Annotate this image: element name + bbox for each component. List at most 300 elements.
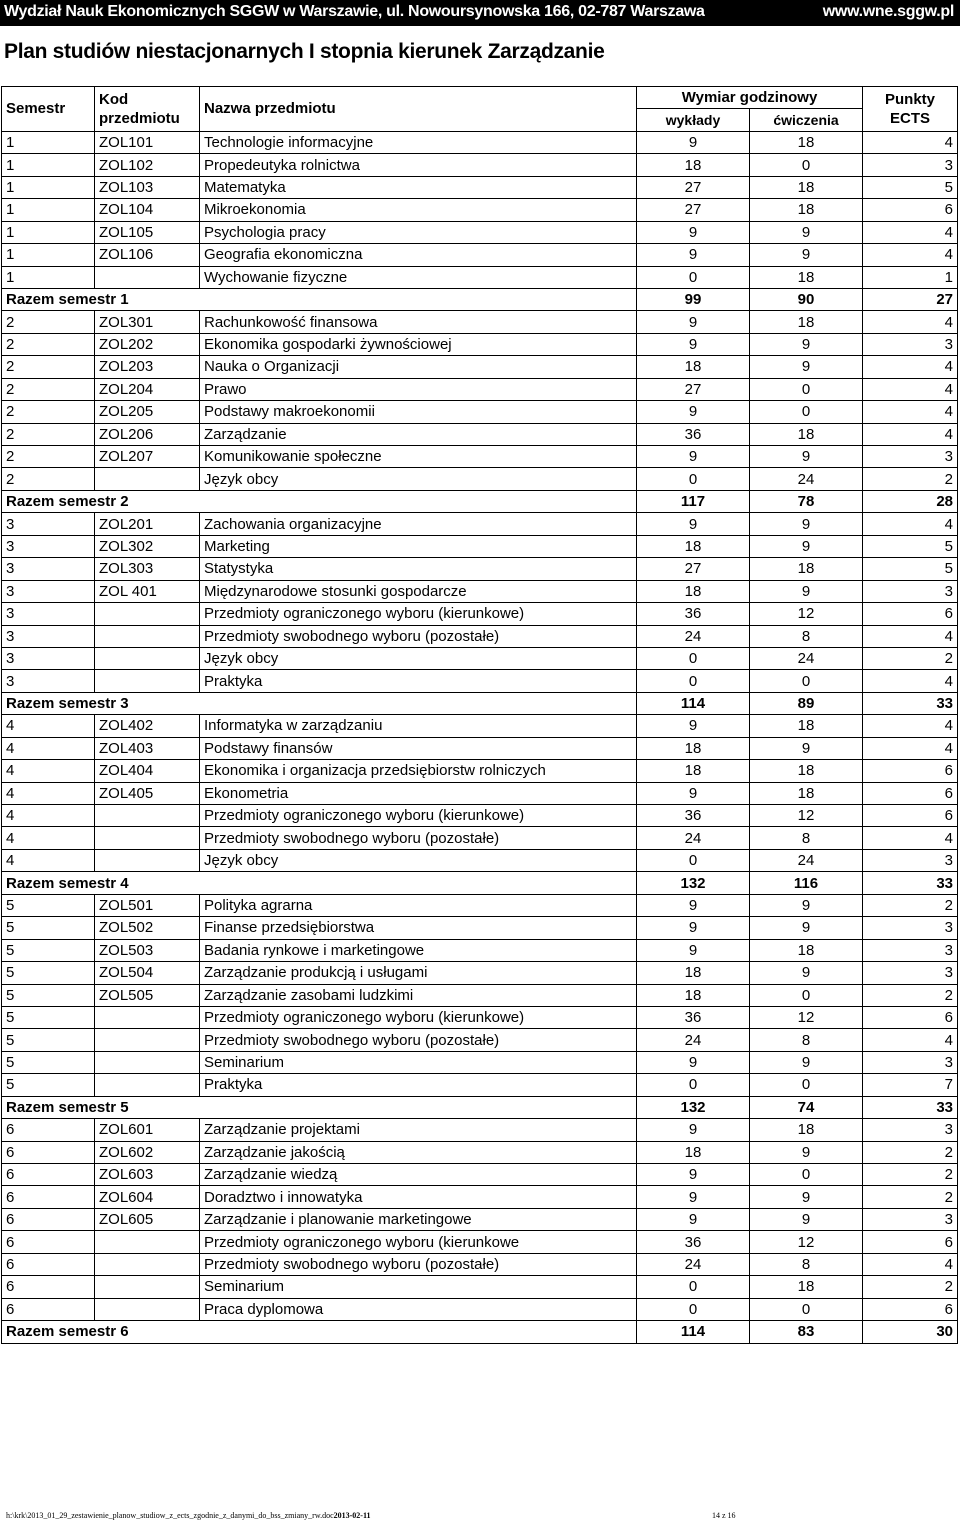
- course-code: ZOL503: [95, 939, 200, 961]
- course-cwiczenia: 24: [750, 849, 863, 871]
- course-wyklady: 9: [637, 894, 750, 916]
- course-code: [95, 1074, 200, 1096]
- course-semester: 5: [2, 1074, 95, 1096]
- course-name: Ekonomika i organizacja przedsiębiorstw rolniczych: [200, 760, 637, 782]
- course-cwiczenia: 0: [750, 670, 863, 692]
- course-code: ZOL605: [95, 1208, 200, 1230]
- document-header-bar: [0, 0, 960, 26]
- course-code: ZOL101: [95, 131, 200, 153]
- course-code: [95, 827, 200, 849]
- total-cwiczenia: 83: [750, 1321, 863, 1343]
- course-row: [2, 356, 958, 378]
- course-row: [2, 580, 958, 602]
- col-header-kod: [95, 87, 200, 132]
- course-semester: 4: [2, 782, 95, 804]
- course-name: Seminarium: [200, 1276, 637, 1298]
- col-header-punkty-line1: Punkty: [885, 90, 936, 108]
- course-code: ZOL202: [95, 333, 200, 355]
- course-name: Zarządzanie: [200, 423, 637, 445]
- course-cwiczenia: 12: [750, 1006, 863, 1028]
- course-row: [2, 199, 958, 221]
- course-name: Język obcy: [200, 849, 637, 871]
- course-name: Wychowanie fizyczne: [200, 266, 637, 288]
- course-row: [2, 154, 958, 176]
- course-name: Mikroekonomia: [200, 199, 637, 221]
- course-name: Badania rynkowe i marketingowe: [200, 939, 637, 961]
- course-name: Zarządzanie zasobami ludzkimi: [200, 984, 637, 1006]
- course-code: [95, 1276, 200, 1298]
- course-semester: 4: [2, 715, 95, 737]
- course-ects: 4: [863, 670, 958, 692]
- course-wyklady: 9: [637, 1119, 750, 1141]
- course-wyklady: 36: [637, 1006, 750, 1028]
- course-semester: 4: [2, 827, 95, 849]
- course-name: Finanse przedsiębiorstwa: [200, 917, 637, 939]
- course-semester: 3: [2, 670, 95, 692]
- course-row: [2, 1006, 958, 1028]
- course-row: [2, 1141, 958, 1163]
- course-cwiczenia: 9: [750, 244, 863, 266]
- course-wyklady: 9: [637, 244, 750, 266]
- page-title: Plan studiów niestacjonarnych I stopnia kierunek Zarządzanie: [4, 40, 605, 63]
- footer-page-number: 14 z 16: [712, 1511, 736, 1520]
- course-ects: 3: [863, 333, 958, 355]
- course-semester: 6: [2, 1208, 95, 1230]
- course-ects: 4: [863, 513, 958, 535]
- course-name: Praktyka: [200, 670, 637, 692]
- course-name: Przedmioty ograniczonego wyboru (kierunkowe): [200, 1006, 637, 1028]
- course-wyklady: 9: [637, 1186, 750, 1208]
- course-cwiczenia: 8: [750, 827, 863, 849]
- course-row: [2, 1029, 958, 1051]
- course-name: Przedmioty ograniczonego wyboru (kierunkowe: [200, 1231, 637, 1253]
- course-wyklady: 24: [637, 1253, 750, 1275]
- course-ects: 2: [863, 1276, 958, 1298]
- course-wyklady: 18: [637, 580, 750, 602]
- course-row: [2, 535, 958, 557]
- course-code: ZOL201: [95, 513, 200, 535]
- total-ects: 33: [863, 692, 958, 714]
- course-code: [95, 647, 200, 669]
- course-semester: 5: [2, 1029, 95, 1051]
- course-wyklady: 9: [637, 131, 750, 153]
- course-cwiczenia: 18: [750, 715, 863, 737]
- course-code: ZOL505: [95, 984, 200, 1006]
- semester-total-label: Razem semestr 4: [2, 872, 637, 894]
- total-wyklady: 114: [637, 692, 750, 714]
- course-ects: 2: [863, 1164, 958, 1186]
- course-row: [2, 670, 958, 692]
- course-cwiczenia: 9: [750, 1208, 863, 1230]
- course-wyklady: 9: [637, 311, 750, 333]
- course-cwiczenia: 0: [750, 1074, 863, 1096]
- course-name: Język obcy: [200, 468, 637, 490]
- course-code: ZOL203: [95, 356, 200, 378]
- course-row: [2, 603, 958, 625]
- course-ects: 6: [863, 603, 958, 625]
- course-row: [2, 266, 958, 288]
- course-wyklady: 18: [637, 154, 750, 176]
- total-wyklady: 132: [637, 1096, 750, 1118]
- total-wyklady: 117: [637, 490, 750, 512]
- course-row: [2, 176, 958, 198]
- course-wyklady: 0: [637, 849, 750, 871]
- course-ects: 4: [863, 1253, 958, 1275]
- semester-total-row: [2, 490, 958, 512]
- course-ects: 3: [863, 154, 958, 176]
- course-wyklady: 0: [637, 647, 750, 669]
- course-ects: 5: [863, 558, 958, 580]
- course-ects: 6: [863, 782, 958, 804]
- course-wyklady: 9: [637, 221, 750, 243]
- course-row: [2, 558, 958, 580]
- course-name: Ekonometria: [200, 782, 637, 804]
- course-semester: 2: [2, 333, 95, 355]
- course-ects: 4: [863, 244, 958, 266]
- course-wyklady: 0: [637, 1276, 750, 1298]
- course-row: [2, 1208, 958, 1230]
- course-semester: 1: [2, 266, 95, 288]
- course-semester: 3: [2, 603, 95, 625]
- course-wyklady: 36: [637, 423, 750, 445]
- course-cwiczenia: 9: [750, 580, 863, 602]
- col-header-semestr: Semestr: [2, 87, 95, 132]
- course-ects: 3: [863, 1119, 958, 1141]
- course-cwiczenia: 0: [750, 154, 863, 176]
- col-header-nazwa: Nazwa przedmiotu: [200, 87, 637, 132]
- course-semester: 2: [2, 401, 95, 423]
- course-wyklady: 18: [637, 737, 750, 759]
- course-cwiczenia: 18: [750, 558, 863, 580]
- course-name: Język obcy: [200, 647, 637, 669]
- course-semester: 1: [2, 154, 95, 176]
- course-name: Międzynarodowe stosunki gospodarcze: [200, 580, 637, 602]
- course-code: [95, 1231, 200, 1253]
- course-ects: 4: [863, 131, 958, 153]
- course-name: Propedeutyka rolnictwa: [200, 154, 637, 176]
- semester-total-row: [2, 1096, 958, 1118]
- course-ects: 3: [863, 849, 958, 871]
- course-ects: 5: [863, 535, 958, 557]
- course-row: [2, 244, 958, 266]
- course-code: ZOL205: [95, 401, 200, 423]
- course-cwiczenia: 0: [750, 401, 863, 423]
- course-cwiczenia: 9: [750, 962, 863, 984]
- course-wyklady: 36: [637, 805, 750, 827]
- course-semester: 1: [2, 176, 95, 198]
- course-cwiczenia: 9: [750, 1186, 863, 1208]
- course-code: ZOL501: [95, 894, 200, 916]
- course-row: [2, 1253, 958, 1275]
- course-ects: 3: [863, 1208, 958, 1230]
- course-code: ZOL602: [95, 1141, 200, 1163]
- course-cwiczenia: 18: [750, 939, 863, 961]
- course-row: [2, 1119, 958, 1141]
- course-cwiczenia: 18: [750, 199, 863, 221]
- course-wyklady: 9: [637, 513, 750, 535]
- course-wyklady: 24: [637, 1029, 750, 1051]
- study-plan-table: [1, 86, 958, 1344]
- course-code: ZOL502: [95, 917, 200, 939]
- course-semester: 2: [2, 378, 95, 400]
- course-name: Technologie informacyjne: [200, 131, 637, 153]
- course-name: Zarządzanie i planowanie marketingowe: [200, 1208, 637, 1230]
- course-name: Prawo: [200, 378, 637, 400]
- course-row: [2, 131, 958, 153]
- course-name: Geografia ekonomiczna: [200, 244, 637, 266]
- course-row: [2, 827, 958, 849]
- course-row: [2, 760, 958, 782]
- course-ects: 3: [863, 917, 958, 939]
- course-semester: 1: [2, 221, 95, 243]
- course-ects: 6: [863, 1231, 958, 1253]
- course-wyklady: 24: [637, 827, 750, 849]
- course-ects: 6: [863, 805, 958, 827]
- course-name: Statystyka: [200, 558, 637, 580]
- course-name: Nauka o Organizacji: [200, 356, 637, 378]
- semester-total-label: Razem semestr 3: [2, 692, 637, 714]
- course-ects: 2: [863, 1141, 958, 1163]
- course-row: [2, 378, 958, 400]
- course-name: Zarządzanie wiedzą: [200, 1164, 637, 1186]
- course-wyklady: 0: [637, 1074, 750, 1096]
- course-semester: 5: [2, 1051, 95, 1073]
- course-name: Polityka agrarna: [200, 894, 637, 916]
- course-cwiczenia: 9: [750, 917, 863, 939]
- total-ects: 33: [863, 1096, 958, 1118]
- total-wyklady: 132: [637, 872, 750, 894]
- course-row: [2, 446, 958, 468]
- course-wyklady: 9: [637, 333, 750, 355]
- course-cwiczenia: 0: [750, 984, 863, 1006]
- col-header-cwiczenia: ćwiczenia: [750, 109, 863, 131]
- course-ects: 2: [863, 468, 958, 490]
- course-semester: 2: [2, 446, 95, 468]
- course-row: [2, 1186, 958, 1208]
- course-code: [95, 1253, 200, 1275]
- course-cwiczenia: 12: [750, 603, 863, 625]
- course-cwiczenia: 0: [750, 1164, 863, 1186]
- course-code: ZOL603: [95, 1164, 200, 1186]
- course-wyklady: 0: [637, 670, 750, 692]
- course-code: ZOL402: [95, 715, 200, 737]
- course-row: [2, 782, 958, 804]
- course-code: [95, 1298, 200, 1320]
- course-name: Matematyka: [200, 176, 637, 198]
- course-row: [2, 513, 958, 535]
- total-ects: 27: [863, 288, 958, 310]
- course-row: [2, 849, 958, 871]
- course-code: ZOL403: [95, 737, 200, 759]
- course-semester: 6: [2, 1141, 95, 1163]
- course-wyklady: 0: [637, 468, 750, 490]
- course-code: [95, 849, 200, 871]
- course-name: Zachowania organizacyjne: [200, 513, 637, 535]
- course-name: Zarządzanie produkcją i usługami: [200, 962, 637, 984]
- course-row: [2, 333, 958, 355]
- course-wyklady: 18: [637, 356, 750, 378]
- course-semester: 4: [2, 805, 95, 827]
- course-wyklady: 9: [637, 782, 750, 804]
- course-cwiczenia: 8: [750, 1253, 863, 1275]
- total-cwiczenia: 74: [750, 1096, 863, 1118]
- course-name: Przedmioty swobodnego wyboru (pozostałe): [200, 1029, 637, 1051]
- course-semester: 3: [2, 580, 95, 602]
- course-cwiczenia: 18: [750, 311, 863, 333]
- course-cwiczenia: 24: [750, 647, 863, 669]
- course-name: Komunikowanie społeczne: [200, 446, 637, 468]
- course-code: ZOL303: [95, 558, 200, 580]
- course-ects: 4: [863, 401, 958, 423]
- col-header-punkty-line2: ECTS: [890, 109, 931, 127]
- course-cwiczenia: 12: [750, 805, 863, 827]
- course-name: Praca dyplomowa: [200, 1298, 637, 1320]
- course-cwiczenia: 12: [750, 1231, 863, 1253]
- semester-total-row: [2, 288, 958, 310]
- course-cwiczenia: 9: [750, 1051, 863, 1073]
- course-code: ZOL206: [95, 423, 200, 445]
- course-code: ZOL504: [95, 962, 200, 984]
- course-name: Seminarium: [200, 1051, 637, 1073]
- course-ects: 4: [863, 221, 958, 243]
- total-cwiczenia: 89: [750, 692, 863, 714]
- course-cwiczenia: 24: [750, 468, 863, 490]
- course-row: [2, 962, 958, 984]
- course-cwiczenia: 9: [750, 221, 863, 243]
- course-wyklady: 27: [637, 558, 750, 580]
- course-semester: 5: [2, 894, 95, 916]
- course-code: ZOL204: [95, 378, 200, 400]
- course-ects: 4: [863, 311, 958, 333]
- course-row: [2, 1276, 958, 1298]
- course-code: [95, 670, 200, 692]
- course-wyklady: 9: [637, 446, 750, 468]
- total-cwiczenia: 78: [750, 490, 863, 512]
- semester-total-label: Razem semestr 5: [2, 1096, 637, 1118]
- footer-date: 2013-02-11: [333, 1511, 371, 1520]
- course-cwiczenia: 9: [750, 894, 863, 916]
- course-ects: 3: [863, 939, 958, 961]
- course-wyklady: 27: [637, 378, 750, 400]
- study-plan-body: [2, 131, 958, 1343]
- course-row: [2, 737, 958, 759]
- course-code: ZOL404: [95, 760, 200, 782]
- course-ects: 4: [863, 423, 958, 445]
- course-cwiczenia: 18: [750, 131, 863, 153]
- course-semester: 5: [2, 917, 95, 939]
- course-ects: 1: [863, 266, 958, 288]
- course-name: Podstawy makroekonomii: [200, 401, 637, 423]
- course-code: ZOL207: [95, 446, 200, 468]
- course-ects: 2: [863, 1186, 958, 1208]
- course-name: Zarządzanie projektami: [200, 1119, 637, 1141]
- course-cwiczenia: 18: [750, 176, 863, 198]
- semester-total-row: [2, 1321, 958, 1343]
- course-semester: 2: [2, 356, 95, 378]
- course-cwiczenia: 9: [750, 737, 863, 759]
- course-ects: 6: [863, 1298, 958, 1320]
- course-ects: 6: [863, 1006, 958, 1028]
- course-wyklady: 18: [637, 1141, 750, 1163]
- total-cwiczenia: 90: [750, 288, 863, 310]
- semester-total-label: Razem semestr 2: [2, 490, 637, 512]
- course-ects: 4: [863, 378, 958, 400]
- course-ects: 6: [863, 199, 958, 221]
- course-name: Rachunkowość finansowa: [200, 311, 637, 333]
- course-ects: 4: [863, 356, 958, 378]
- course-code: [95, 1006, 200, 1028]
- course-semester: 6: [2, 1186, 95, 1208]
- course-semester: 3: [2, 647, 95, 669]
- course-name: Psychologia pracy: [200, 221, 637, 243]
- footer-path: h:\krk\2013_01_29_zestawienie_planow_studiow_z_ects_zgodnie_z_danymi_do_bss_zmiany_rw.doc: [6, 1511, 334, 1520]
- semester-total-label: Razem semestr 1: [2, 288, 637, 310]
- course-ects: 4: [863, 715, 958, 737]
- col-header-kod-line2: przedmiotu: [99, 109, 180, 127]
- course-wyklady: 9: [637, 715, 750, 737]
- course-cwiczenia: 9: [750, 513, 863, 535]
- course-cwiczenia: 8: [750, 1029, 863, 1051]
- course-semester: 5: [2, 984, 95, 1006]
- course-name: Przedmioty swobodnego wyboru (pozostałe): [200, 827, 637, 849]
- course-code: [95, 266, 200, 288]
- semester-total-label: Razem semestr 6: [2, 1321, 637, 1343]
- course-ects: 4: [863, 625, 958, 647]
- course-row: [2, 1164, 958, 1186]
- course-ects: 2: [863, 894, 958, 916]
- course-cwiczenia: 18: [750, 760, 863, 782]
- course-row: [2, 1074, 958, 1096]
- course-code: ZOL405: [95, 782, 200, 804]
- course-semester: 6: [2, 1276, 95, 1298]
- course-code: ZOL106: [95, 244, 200, 266]
- course-code: ZOL105: [95, 221, 200, 243]
- course-ects: 2: [863, 647, 958, 669]
- course-code: ZOL601: [95, 1119, 200, 1141]
- course-row: [2, 984, 958, 1006]
- course-wyklady: 36: [637, 1231, 750, 1253]
- course-code: [95, 1051, 200, 1073]
- course-semester: 1: [2, 244, 95, 266]
- course-semester: 4: [2, 760, 95, 782]
- course-cwiczenia: 9: [750, 535, 863, 557]
- course-ects: 4: [863, 1029, 958, 1051]
- col-header-wymiar: Wymiar godzinowy: [637, 87, 863, 109]
- course-code: ZOL604: [95, 1186, 200, 1208]
- course-name: Przedmioty swobodnego wyboru (pozostałe): [200, 1253, 637, 1275]
- course-row: [2, 917, 958, 939]
- course-row: [2, 1051, 958, 1073]
- course-wyklady: 18: [637, 962, 750, 984]
- course-wyklady: 9: [637, 939, 750, 961]
- course-wyklady: 18: [637, 984, 750, 1006]
- course-row: [2, 1231, 958, 1253]
- course-ects: 3: [863, 1051, 958, 1073]
- course-cwiczenia: 18: [750, 1276, 863, 1298]
- course-code: [95, 625, 200, 647]
- semester-total-row: [2, 692, 958, 714]
- course-code: ZOL103: [95, 176, 200, 198]
- course-semester: 3: [2, 625, 95, 647]
- col-header-punkty: [863, 87, 958, 132]
- course-semester: 2: [2, 468, 95, 490]
- course-semester: 5: [2, 962, 95, 984]
- total-ects: 30: [863, 1321, 958, 1343]
- col-header-kod-line1: Kod: [99, 90, 129, 108]
- course-cwiczenia: 9: [750, 333, 863, 355]
- course-cwiczenia: 18: [750, 423, 863, 445]
- course-semester: 4: [2, 737, 95, 759]
